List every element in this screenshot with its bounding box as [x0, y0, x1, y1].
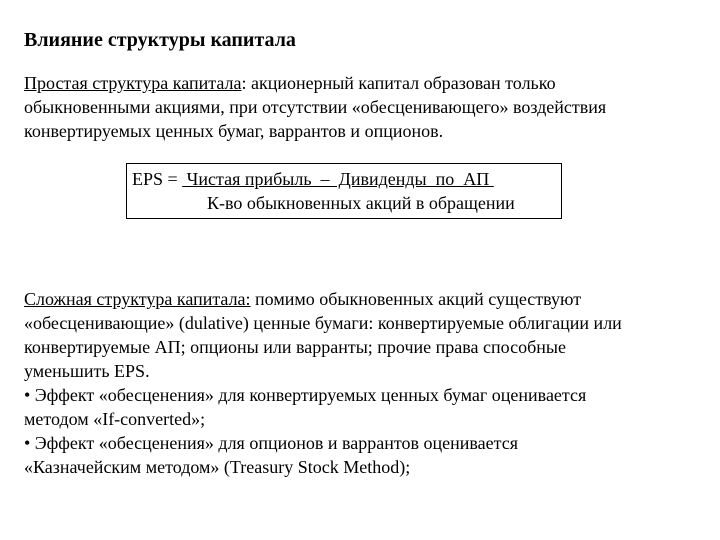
- eps-denominator: К-во обыкновенных акций в обращении: [207, 193, 515, 213]
- complex-line-6: методом «If-converted»;: [24, 409, 206, 429]
- complex-structure-term: Сложная структура капитала:: [24, 289, 251, 309]
- bullet-convertible: • Эффект «обесценения» для конвертируемых ценных бумаг оценивается: [24, 385, 587, 405]
- eps-formula-box: [126, 163, 562, 219]
- simple-line-1-text: : акционерный капитал образован только: [241, 73, 556, 93]
- eps-formula-row: [132, 168, 494, 190]
- complex-line-1: [24, 287, 704, 311]
- eps-label: EPS =: [132, 169, 178, 189]
- simple-structure-term: Простая структура капитала: [24, 73, 242, 93]
- complex-line-2: «обесценивающие» (dulative) ценные бумаги: конвертируемые облигации или: [24, 313, 622, 333]
- complex-structure-paragraph: [24, 287, 704, 479]
- complex-line-3: конвертируемые АП; опционы или варранты; прочие права способные: [24, 337, 566, 357]
- slide-title: Влияние структуры капитала: [24, 29, 296, 51]
- complex-line-1-text: помимо обыкновенных акций существуют: [250, 289, 582, 309]
- bullet-options: • Эффект «обесценения» для опционов и варрантов оценивается: [24, 433, 518, 453]
- simple-line-1: [24, 71, 704, 95]
- simple-line-3: конвертируемых ценных бумаг, варрантов и опционов.: [24, 121, 444, 141]
- complex-line-4: уменьшить EPS.: [24, 361, 150, 381]
- simple-structure-paragraph: [24, 71, 704, 143]
- simple-line-2: обыкновенными акциями, при отсутствии «обесценивающего» воздействия: [24, 97, 607, 117]
- eps-numerator: Чистая прибыль – Дивиденды по АП: [182, 169, 494, 189]
- complex-line-8: «Казначейским методом» (Treasury Stock Method);: [24, 457, 411, 477]
